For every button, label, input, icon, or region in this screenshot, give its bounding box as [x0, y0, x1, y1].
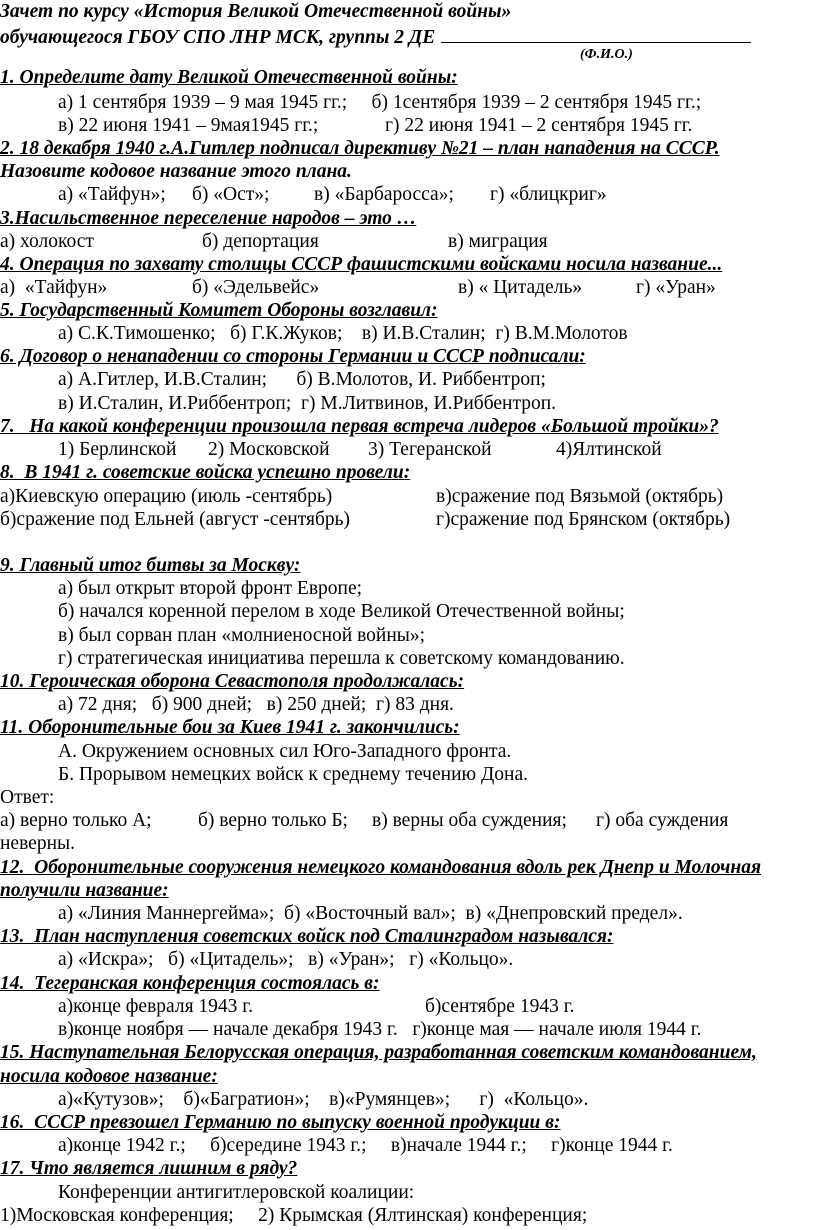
header-line1: Зачет по курсу «История Великой Отечественной войны» [0, 1, 512, 22]
q11-answer-label: Ответ: [0, 787, 55, 808]
fio-label: (Ф.И.О.) [580, 47, 633, 62]
q11-question: 11. Оборонительные бои за Киев 1941 г. закончились: [0, 717, 460, 738]
q6-row2: в) И.Сталин, И.Риббентроп; г) М.Литвинов, И.Риббентроп. [58, 393, 557, 414]
q2-question-line2: Назовите кодовое название этого плана. [0, 161, 352, 182]
q1-row2a: в) 22 июня 1941 – 9мая1945 гг.; [58, 115, 319, 136]
q2-option: г) «блицкриг» [490, 184, 607, 205]
q11-option-cont: неверны. [0, 833, 76, 854]
q17-options: 1)Московская конференция; 2) Крымская (Ялтинская) конференция; [0, 1205, 588, 1226]
q17-question: 17. Что является лишним в ряду? [0, 1158, 298, 1179]
q12-question-line1: 12. Оборонительные сооружения немецкого командования вдоль рек Днепр и Молочная [0, 857, 762, 878]
q9-option-b: б) начался коренной перелом в ходе Великой Отечественной войны; [58, 601, 625, 622]
q2-option: б) «Ост»; [192, 184, 270, 205]
q7-question: 7. На какой конференции произошла первая встреча лидеров «Большой тройки»? [0, 416, 719, 437]
q5-options: а) С.К.Тимошенко; б) Г.К.Жуков; в) И.В.Сталин; г) В.М.Молотов [58, 323, 628, 344]
q5-question: 5. Государственный Комитет Обороны возглавил: [0, 300, 438, 321]
q13-question: 13. План наступления советских войск под Сталинградом назывался: [0, 926, 614, 947]
q8-option-b: б)сражение под Ельней (август -сентябрь) [0, 509, 351, 530]
q4-option: г) «Уран» [636, 277, 716, 298]
q8-option-a: а)Киевскую операцию (июль -сентябрь) [0, 486, 333, 507]
q16-options: а)конце 1942 г.; б)середине 1943 г.; в)начале 1944 г.; г)конце 1944 г. [58, 1135, 673, 1156]
header-line2-text: обучающегося ГБОУ СПО ЛНР МСК, группы 2 ДЕ [0, 27, 436, 48]
q14-option-a: а)конце февраля 1943 г. [58, 996, 253, 1017]
q8-option-v: в)сражение под Вязьмой (октябрь) [436, 486, 724, 507]
q15-question-line1: 15. Наступательная Белорусская операция, разработанная советским командованием, [0, 1042, 757, 1063]
q4-option: б) «Эдельвейс» [192, 277, 320, 298]
q11-statement-b: Б. Прорывом немецких войск к среднему течению Дона. [58, 764, 528, 785]
q9-option-g: г) стратегическая инициатива перешла к советскому командованию. [58, 648, 625, 669]
q9-question: 9. Главный итог битвы за Москву: [0, 555, 301, 576]
q4-option: в) « Цитадель» [458, 277, 583, 298]
q11-option: а) верно только А; [0, 810, 152, 831]
q1-row1: а) 1 сентября 1939 – 9 мая 1945 гг.; б) 1сентября 1939 – 2 сентября 1945 гг.; [58, 92, 702, 113]
header-line2 [0, 24, 751, 50]
q3-question: 3.Насильственное переселение народов – это … [0, 208, 417, 229]
q3-option: в) миграция [448, 231, 548, 252]
q4-question: 4. Операция по захвату столицы СССР фашистскими войсками носила название... [0, 254, 723, 275]
q7-option: 3) Тегеранской [368, 439, 492, 460]
q3-option: б) депортация [202, 231, 319, 252]
q15-question-line2: носила кодовое название: [0, 1066, 218, 1087]
q4-option: а) «Тайфун» [0, 277, 108, 298]
q10-question: 10. Героическая оборона Севастополя продолжалась: [0, 671, 465, 692]
q1-question: 1. Определите дату Великой Отечественной войны: [0, 67, 458, 88]
q14-row2: в)конце ноября — начале декабря 1943 г. г)конце мая — начале июля 1944 г. [58, 1019, 702, 1040]
q11-option: б) верно только Б; [198, 810, 348, 831]
q11-option: в) верны оба суждения; [372, 810, 567, 831]
q9-option-a: а) был открыт второй фронт Европе; [58, 578, 363, 599]
q2-question-line1: 2. 18 декабря 1940 г.А.Гитлер подписал директиву №21 – план нападения на СССР. [0, 138, 720, 159]
q7-option: 4)Ялтинской [556, 439, 662, 460]
q11-statement-a: А. Окружением основных сил Юго-Западного фронта. [58, 741, 512, 762]
q2-option: в) «Барбаросса»; [314, 184, 454, 205]
q12-question-line2: получили название: [0, 880, 169, 901]
q2-option: а) «Тайфун»; [58, 184, 166, 205]
q6-row1: а) А.Гитлер, И.В.Сталин; б) В.Молотов, И. Риббентроп; [58, 369, 546, 390]
q11-option: г) оба суждения [596, 810, 729, 831]
q8-option-g: г)сражение под Брянском (октябрь) [436, 509, 731, 530]
q6-question: 6. Договор о ненападении со стороны Германии и СССР подписали: [0, 346, 586, 367]
q12-options: а) «Линия Маннергейма»; б) «Восточный вал»; в) «Днепровский предел». [58, 903, 683, 924]
name-blank-line[interactable] [441, 24, 751, 43]
q17-lead: Конференции антигитлеровской коалиции: [58, 1182, 415, 1203]
q8-question: 8. В 1941 г. советские войска успешно провели: [0, 462, 411, 483]
q14-option-b: б)сентябре 1943 г. [425, 996, 575, 1017]
q10-options: а) 72 дня; б) 900 дней; в) 250 дней; г) 83 дня. [58, 694, 454, 715]
q13-options: а) «Искра»; б) «Цитадель»; в) «Уран»; г) «Кольцо». [58, 949, 514, 970]
q15-options: а)«Кутузов»; б)«Багратион»; в)«Румянцев»; г) «Кольцо». [58, 1089, 589, 1110]
q7-option: 1) Берлинской [58, 439, 177, 460]
q16-question: 16. СССР превзошел Германию по выпуску военной продукции в: [0, 1112, 561, 1133]
q7-option: 2) Московской [208, 439, 330, 460]
q14-question: 14. Тегеранская конференция состоялась в: [0, 973, 380, 994]
q9-option-v: в) был сорван план «молниеносной войны»; [58, 625, 426, 646]
q1-row2b: г) 22 июня 1941 – 2 сентября 1945 гг. [385, 115, 693, 136]
q3-option: а) холокост [0, 231, 94, 252]
